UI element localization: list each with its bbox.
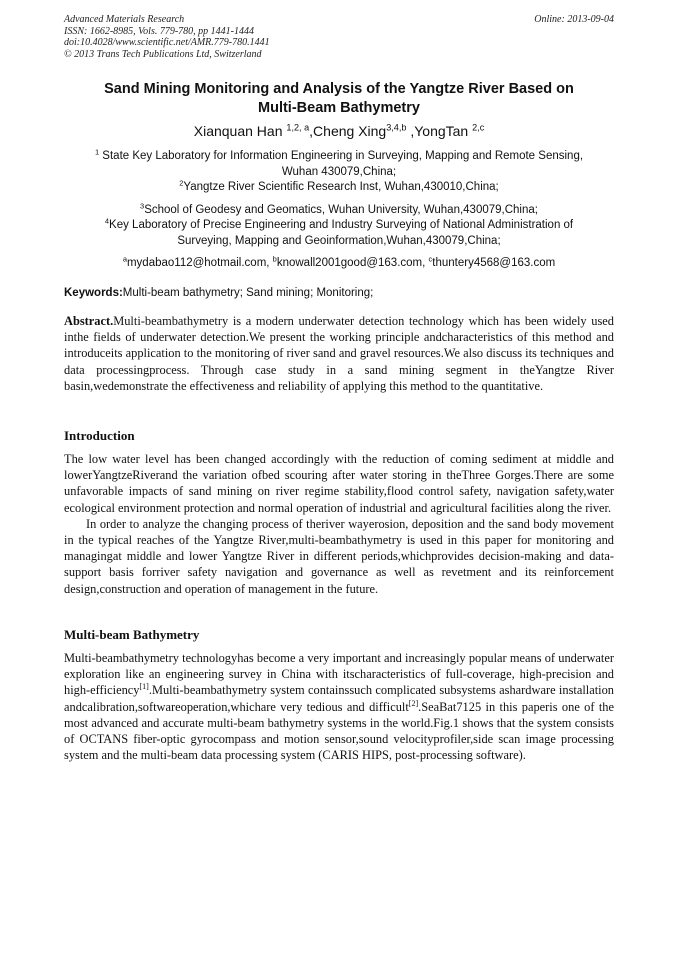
introduction-paragraph-2: In order to analyze the changing process of theriver wayerosion, deposition and the sand body movement in the typical reaches of the Yangtze River,multi-beambathymetry is used in this paper for monitoring and managingat middle and lower Yangtze River in different periods,whichprovides decision-making and data-support basis forriver safety navigation and governance as well as revetment and its reinforcement design,construction and operation of management in the future. [64, 516, 614, 596]
multibeam-paragraph [64, 650, 614, 763]
multibeam-text: .SeaBat7125 in this paperis one of the most advanced and accurate multi-beam bathymetry systems in the world.Fig.1 shows that the system consists of OCTANS fiber-optic gyrocompass and motion sensor,sound velocityprofiler,side scan image processing system and the multi-beam data processing system (CARIS HIPS, post-processing software). [64, 699, 615, 763]
affiliation-4-cont: Surveying, Mapping and Geoinformation,Wuhan,430079,China; [177, 234, 501, 247]
introduction-paragraph-1: The low water level has been changed accordingly with the reduction of coming sediment at middle and lowerYangtzeRiverand the variation ofbed scouring after water storing in theThree Gorges.There are some unfavorable impacts of sand mining on river regime stability,flood control safety, navigation safety,water ecological environment protection and normal operation of industrial and agricultural facilities along the river. [64, 452, 614, 515]
email-address: thuntery4568@163.com [432, 257, 556, 269]
keywords-label: Keywords: [64, 287, 123, 299]
abstract-paragraph [64, 313, 614, 394]
abstract-text: Multi-beambathymetry is a modern underwater detection technology which has been widely used inthe fields of underwater detection.We present the working principle andcharacteristics of this method and introduceits application to the monitoring of river sand and gravel resources.We also discuss its techniques and data processingprocess. Through case study in a sand mining segment in theYangtze River basin,wedemonstrate the effectiveness and reliability of applying this method to the quantitative. [64, 314, 614, 393]
affiliation-3 [64, 203, 614, 219]
journal-header [64, 14, 270, 60]
affiliation-marker: 4 [104, 216, 110, 226]
email-address: mydabao112@hotmail.com, [126, 257, 273, 269]
citation-ref: [1] [139, 682, 149, 692]
email-address: knowall2001good@163.com, [276, 257, 429, 269]
author-affiliation-marker: 3,4,b [386, 122, 407, 133]
affiliations [64, 149, 614, 272]
author-name: Xianquan Han [193, 123, 287, 139]
title-line-2: Multi-Beam Bathymetry [258, 100, 420, 116]
keywords-text: Multi-beam bathymetry; Sand mining; Monitoring; [122, 287, 374, 299]
affiliation-1-cont: Wuhan 430079,China; [281, 165, 397, 178]
affiliation-text: Yangtze River Scientific Research Inst, Wuhan,430010,China; [183, 181, 499, 193]
copyright-line: © 2013 Trans Tech Publications Ltd, Switzerland [64, 48, 262, 60]
author-name: ,Cheng Xing [309, 123, 387, 139]
affiliation-marker: 1 [94, 147, 100, 157]
author-name: ,YongTan [406, 123, 473, 139]
multibeam-section [64, 650, 614, 763]
multibeam-heading: Multi-beam Bathymetry [64, 627, 200, 642]
email-marker: c [428, 254, 433, 264]
affiliation-marker: 3 [140, 201, 145, 211]
abstract-label: Abstract. [64, 314, 114, 328]
email-marker: a [122, 254, 127, 264]
keywords [64, 286, 614, 301]
affiliation-marker: 2 [179, 178, 184, 188]
affiliation-4 [64, 218, 614, 234]
email-marker: b [272, 254, 277, 264]
affiliation-1 [64, 149, 614, 165]
affiliation-text: Key Laboratory of Precise Engineering and Industry Surveying of National Administration of [109, 219, 574, 231]
multibeam-text: .Multi-beambathymetry system containssuch complicated subsystems ashardware installation andcalibration,softwareoperation,whichare very tedious and difficult [64, 683, 614, 714]
author-affiliation-marker: 2,c [472, 122, 485, 133]
multibeam-text: Multi-beambathymetry technologyhas become a very important and increasingly popular means of underwater exploration like an engineering survey in China with itscharacteristics of full-coverage, high-precision and high-efficiency [64, 651, 614, 698]
author-list [64, 122, 614, 140]
doi-line: doi:10.4028/www.scientific.net/AMR.779-780.1441 [64, 37, 270, 48]
affiliation-text: School of Geodesy and Geomatics, Wuhan University, Wuhan,430079,China; [144, 203, 538, 216]
introduction-heading: Introduction [64, 428, 135, 443]
paper-title [64, 80, 614, 118]
abstract [64, 313, 614, 394]
journal-name: Advanced Materials Research [64, 14, 185, 25]
citation-ref: [2] [408, 698, 419, 708]
issn-line: ISSN: 1662-8985, Vols. 779-780, pp 1441-1444 [64, 25, 254, 37]
email-line [64, 256, 614, 272]
online-date: Online: 2013-09-04 [534, 14, 614, 25]
affiliation-2 [64, 180, 614, 196]
introduction-section [64, 451, 614, 597]
author-affiliation-marker: 1,2, a [286, 122, 310, 133]
title-line-1: Sand Mining Monitoring and Analysis of the Yangtze River Based on [104, 81, 574, 97]
affiliation-text: State Key Laboratory for Information Engineering in Surveying, Mapping and Remote Sensing, [99, 150, 584, 162]
